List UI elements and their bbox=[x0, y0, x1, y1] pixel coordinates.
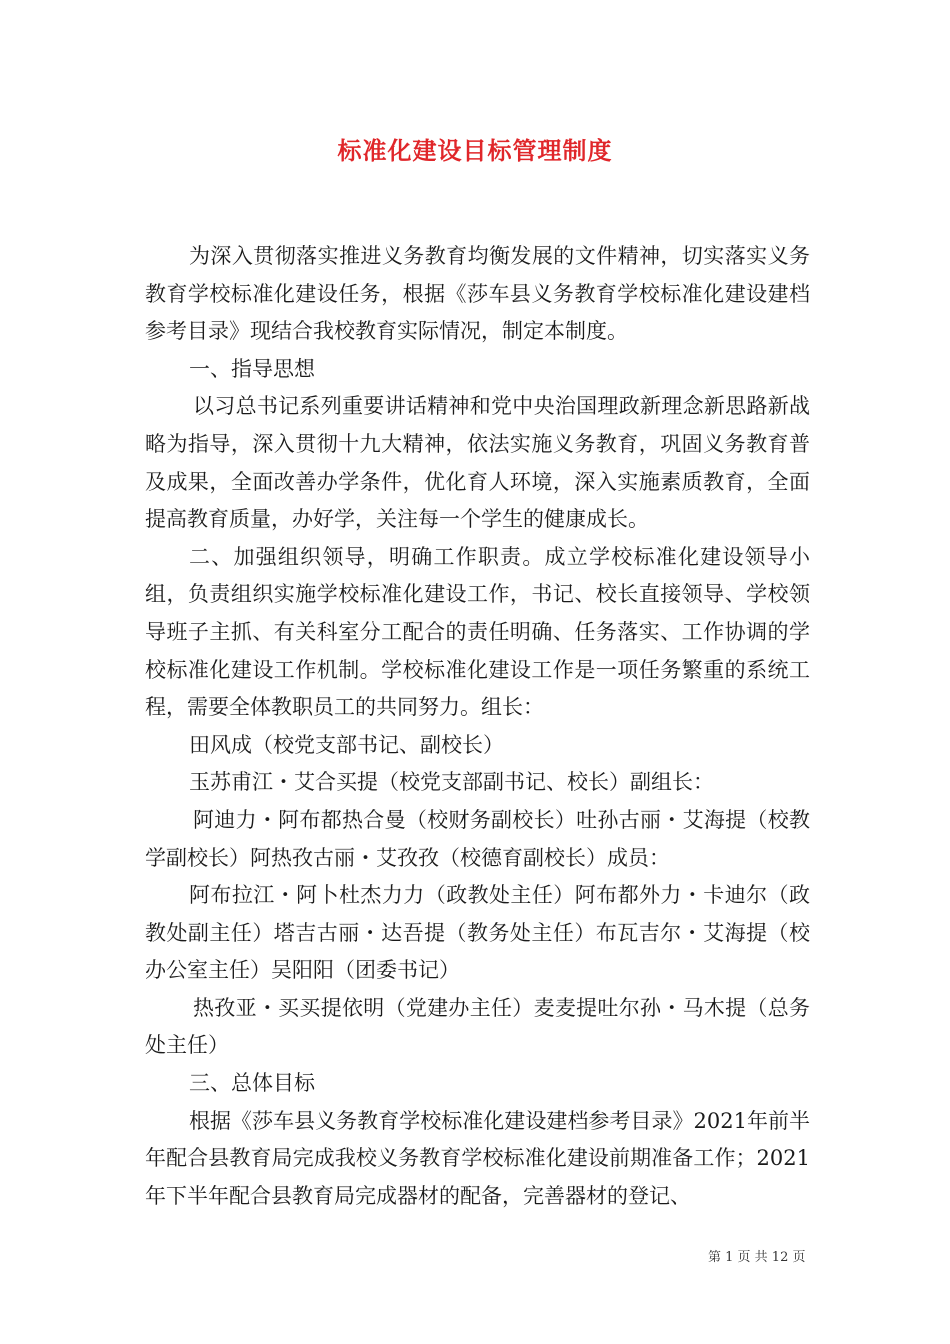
section-heading-guiding-thought: 一、指导思想 bbox=[189, 356, 315, 381]
document-body bbox=[145, 238, 810, 1215]
paragraph-guiding-thought: 以习总书记系列重要讲话精神和党中央治国理政新理念新思路新战略为指导，深入贯彻十九大精神，依法实施义务教育，巩固义务教育普及成果，全面改善办学条件，优化育人环境，深入实施素质教育，全面提高教育质量，办好学，关注每一个学生的健康成长。 bbox=[145, 394, 810, 532]
paragraph-members-continued: 热孜亚・买买提依明（党建办主任）麦麦提吐尔孙・马木提（总务处主任） bbox=[145, 995, 810, 1058]
document-title: 标准化建设目标管理制度 bbox=[337, 136, 613, 165]
section-heading-overall-goal: 三、总体目标 bbox=[189, 1071, 315, 1096]
paragraph-deputies: 阿迪力・阿布都热合曼（校财务副校长）吐孙古丽・艾海提（校教学副校长）阿热孜古丽・艾孜孜（校德育副校长）成员： bbox=[145, 807, 810, 870]
paragraph-leader: 田风成（校党支部书记、副校长） bbox=[189, 732, 504, 757]
paragraph-members: 阿布拉江・阿卜杜杰力力（政教处主任）阿布都外力・卡迪尔（政教处副主任）塔吉古丽・达吾提（教务处主任）布瓦吉尔・艾海提（校办公室主任）吴阳阳（团委书记） bbox=[145, 883, 810, 983]
paragraph-deputy-leader: 玉苏甫江・艾合买提（校党支部副书记、校长）副组长： bbox=[189, 770, 714, 795]
paragraph-organization: 二、加强组织领导，明确工作职责。成立学校标准化建设领导小组，负责组织实施学校标准化建设工作，书记、校长直接领导、学校领导班子主抓、有关科室分工配合的责任明确、任务落实、工作协调的学校标准化建设工作机制。学校标准化建设工作是一项任务繁重的系统工程，需要全体教职员工的共同努力。组长： bbox=[145, 544, 810, 720]
paragraph-overall-goal: 根据《莎车县义务教育学校标准化建设建档参考目录》2021年前半年配合县教育局完成我校义务教育学校标准化建设前期准备工作；2021年下半年配合县教育局完成器材的配备，完善器材的登记、 bbox=[145, 1108, 810, 1208]
paragraph-intro: 为深入贯彻落实推进义务教育均衡发展的文件精神，切实落实义务教育学校标准化建设任务，根据《莎车县义务教育学校标准化建设建档参考目录》现结合我校教育实际情况，制定本制度。 bbox=[145, 244, 810, 344]
page-number: 第 1 页 共 12 页 bbox=[708, 1250, 806, 1265]
